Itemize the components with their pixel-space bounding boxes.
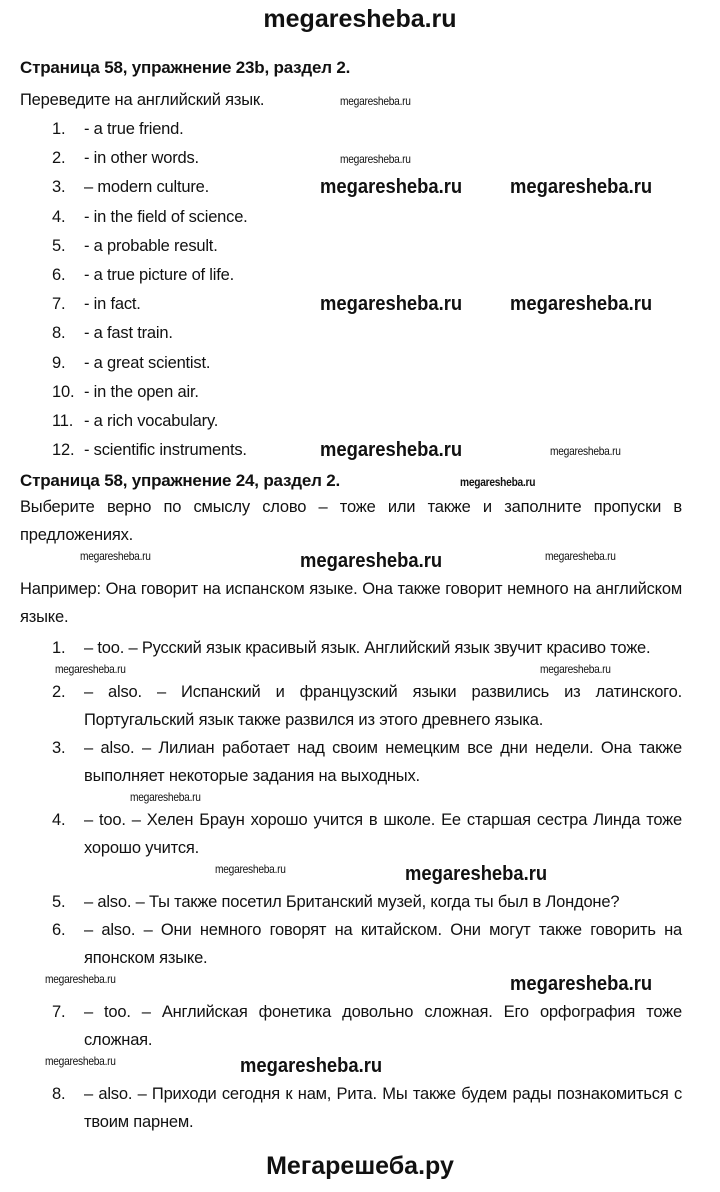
section2-heading-text: Страница 58, упражнение 24, раздел 2.: [20, 471, 340, 491]
watermark: megaresheba.ru: [460, 475, 536, 490]
item-number: 4.: [52, 207, 66, 226]
watermark-row: [20, 862, 682, 888]
section1-heading-text: Страница 58, упражнение 23b, раздел 2.: [20, 58, 351, 77]
item-number: 10.: [52, 382, 75, 401]
section2-instruction: Выберите верно по смыслу слово – тоже или также и заполните пропуски в предложениях.: [20, 498, 682, 545]
item-text: - a rich vocabulary.: [84, 411, 219, 430]
list-item: [20, 261, 682, 290]
list-item: [20, 436, 682, 465]
list-item: [20, 173, 682, 202]
item-text: – also. – Они немного говорят на китайском. Они могут также говорить на японском языке.: [84, 921, 682, 968]
item-number: 6.: [52, 921, 66, 940]
list-item: [20, 407, 682, 436]
section1-instruction-text: Переведите на английский язык.: [20, 91, 265, 109]
item-number: 6.: [52, 265, 66, 284]
item-text: - a true friend.: [84, 120, 184, 138]
section2-list: [20, 634, 682, 1136]
item-number: 8.: [52, 1085, 66, 1104]
list-item: [20, 888, 682, 916]
watermark: megaresheba.ru: [320, 293, 463, 316]
list-item: [20, 203, 682, 232]
watermark: megaresheba.ru: [45, 1054, 116, 1069]
item-text: - in the field of science.: [84, 207, 248, 226]
item-text: - a probable result.: [84, 236, 218, 255]
list-item: [20, 678, 682, 734]
watermark-row: [20, 662, 682, 678]
watermark: megaresheba.ru: [215, 862, 286, 877]
item-text: - in the open air.: [84, 382, 199, 401]
item-text: - in other words.: [84, 149, 199, 168]
section2-example: Например: Она говорит на испанском языке. Она также говорит немного на английском языке.: [20, 580, 682, 627]
section1-list: [20, 115, 682, 465]
item-text: - in fact.: [84, 295, 141, 314]
watermark-row: [20, 1054, 682, 1080]
item-text: - a true picture of life.: [84, 265, 234, 284]
item-text: – also. – Ты также посетил Британский музей, когда ты был в Лондоне?: [84, 893, 620, 912]
watermark: megaresheba.ru: [550, 444, 621, 459]
item-number: 4.: [52, 811, 66, 830]
item-text: – also. – Испанский и французский языки развились из латинского. Португальский язык также развился из этого древнего языка.: [84, 683, 682, 730]
watermark: megaresheba.ru: [300, 550, 443, 573]
watermark: megaresheba.ru: [130, 790, 201, 805]
item-number: 1.: [52, 639, 66, 658]
item-number: 1.: [52, 120, 66, 138]
item-text: – too. – Хелен Браун хорошо учится в школе. Ее старшая сестра Линда тоже хорошо учится.: [84, 811, 682, 858]
site-title: megaresheba.ru: [263, 5, 457, 33]
item-text: – modern culture.: [84, 178, 209, 197]
item-number: 2.: [52, 149, 66, 168]
item-text: - a great scientist.: [84, 353, 211, 372]
list-item: [20, 1080, 682, 1136]
footer-title: Мегарешеба.ру: [266, 1152, 454, 1181]
list-item: [20, 349, 682, 378]
section1-heading: [20, 56, 682, 80]
watermark: megaresheba.ru: [55, 662, 126, 677]
watermark: megaresheba.ru: [545, 549, 616, 564]
watermark: megaresheba.ru: [320, 439, 463, 462]
watermark: megaresheba.ru: [340, 152, 411, 167]
watermark: megaresheba.ru: [240, 1055, 383, 1078]
list-item: [20, 998, 682, 1054]
item-number: 5.: [52, 893, 66, 912]
list-item: [20, 290, 682, 319]
watermark: megaresheba.ru: [540, 662, 611, 677]
watermark: megaresheba.ru: [80, 549, 151, 564]
item-number: 12.: [52, 441, 75, 460]
watermark: megaresheba.ru: [405, 863, 548, 886]
watermark: megaresheba.ru: [510, 176, 653, 199]
item-number: 7.: [52, 295, 66, 314]
item-text: - a fast train.: [84, 324, 173, 343]
item-number: 11.: [52, 411, 74, 430]
document-body: [20, 56, 682, 1136]
item-text: - scientific instruments.: [84, 441, 247, 460]
list-item: [20, 144, 682, 173]
item-number: 3.: [52, 739, 66, 758]
watermark-row: [20, 549, 682, 575]
item-number: 8.: [52, 324, 66, 343]
section2-heading: [20, 469, 682, 493]
watermark: megaresheba.ru: [510, 973, 653, 996]
item-number: 9.: [52, 353, 66, 372]
watermark-row: [20, 790, 682, 806]
watermark: megaresheba.ru: [45, 972, 116, 987]
watermark-row: [20, 972, 682, 998]
list-item: [20, 634, 682, 662]
list-item: [20, 115, 682, 144]
list-item: [20, 319, 682, 348]
watermark: megaresheba.ru: [510, 293, 653, 316]
list-item: [20, 378, 682, 407]
item-number: 3.: [52, 178, 66, 197]
section1-instruction: [20, 86, 682, 115]
watermark: megaresheba.ru: [340, 94, 411, 108]
item-number: 5.: [52, 236, 66, 255]
list-item: [20, 916, 682, 972]
item-text: – too. – Английская фонетика довольно сложная. Его орфография тоже сложная.: [84, 1003, 682, 1050]
item-number: 2.: [52, 683, 66, 702]
list-item: [20, 232, 682, 261]
watermark: megaresheba.ru: [320, 176, 463, 199]
item-text: – also. – Лилиан работает над своим немецким все дни недели. Она также выполняет некоторые задания на выходных.: [84, 739, 682, 786]
item-text: – also. – Приходи сегодня к нам, Рита. Мы также будем рады познакомиться с твоим парнем.: [84, 1085, 682, 1132]
item-number: 7.: [52, 1003, 66, 1022]
list-item: [20, 806, 682, 862]
item-text: – too. – Русский язык красивый язык. Английский язык звучит красиво тоже.: [84, 639, 651, 658]
list-item: [20, 734, 682, 790]
